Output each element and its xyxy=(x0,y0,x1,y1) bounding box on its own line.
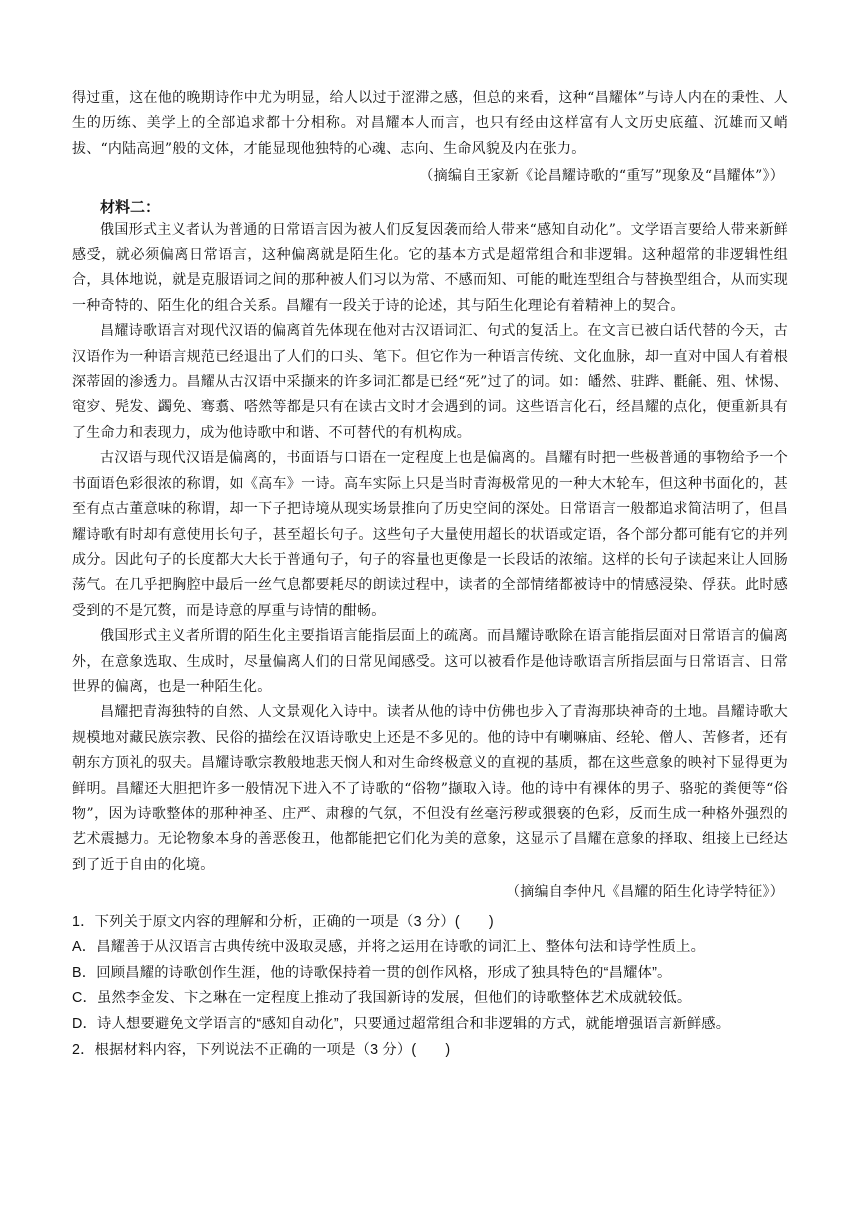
paragraph: 昌耀诗歌语言对现代汉语的偏离首先体现在他对古汉语词汇、句式的复活上。在文言已被白话代替的今天，古汉语作为一种语言规范已经退出了人们的口头、笔下。但它作为一种语言传统、文化血脉，却一直对中国人有着根深蒂固的渗透力。昌耀从古汉语中采撷来的许多词汇都是已经“死”过了的词。如：皤然、驻跸、氍毹、殂、怵惕、窀穸、髡发、蠲免、骞翥、嗒然等都是只有在读古文时才会遇到的词。这些语言化石，经昌耀的点化，便重新具有了生命力和表现力，成为他诗歌中和谐、不可替代的有机构成。 xyxy=(72,323,788,441)
answer-option: A．昌耀善于从汉语言古典传统中汲取灵感，并将之运用在诗歌的词汇上、整体句法和诗学性质上。 xyxy=(72,939,706,956)
paragraph: 俄国形式主义者认为普通的日常语言因为被人们反复因袭而给人带来“感知自动化”。文学语言要给人带来新鲜感受，就必须偏离日常语言，这种偏离就是陌生化。它的基本方式是超常组合和非逻辑。这种超常的非逻辑性组合，具体地说，就是克服语词之间的那种被人们习以为常、不感而知、可能的毗连型组合与替换型组合，从而实现一种奇特的、陌生化的组合关系。昌耀有一段关于诗的论述，其与陌生化理论有着精神上的契合。 xyxy=(72,221,788,314)
question-stem: 1．下列关于原文内容的理解和分析，正确的一项是（3 分）( ) xyxy=(72,913,494,930)
paragraph: 昌耀把青海独特的自然、人文景观化入诗中。读者从他的诗中仿佛也步入了青海那块神奇的土地。昌耀诗歌大规模地对藏民族宗教、民俗的描绘在汉语诗歌史上还是不多见的。他的诗中有喇嘛庙、经轮、僧人、苦修者，还有朝东方顶礼的驭夫。昌耀诗歌宗教般地悲天悯人和对生命终极意义的直视的基质，都在这些意象的映衬下显得更为鲜明。昌耀还大胆把许多一般情况下进入不了诗歌的“俗物”撷取入诗。他的诗中有裸体的男子、骆驼的粪便等“俗物”，因为诗歌整体的那种神圣、庄严、肃穆的气氛，不但没有丝毫污秽或猥亵的色彩，反而生成一种格外强烈的艺术震撼力。无论物象本身的善恶俊丑，他都能把它们化为美的意象，这显示了昌耀在意象的择取、组接上已经达到了近于自由的化境。 xyxy=(72,704,788,873)
paragraph: 古汉语与现代汉语是偏离的，书面语与口语在一定程度上也是偏离的。昌耀有时把一些极普通的事物给予一个书面语色彩很浓的称谓，如《高车》一诗。高车实际上只是当时青海极常见的一种大木轮车，但这种书面化的，甚至有点古董意味的称谓，却一下子把诗境从现实场景推向了历史空间的深处。日常语言一般都追求简洁明了，但昌耀诗歌有时却有意使用长句子，甚至超长句子。这些句子大量使用超长的状语或定语，各个部分都可能有它的并列成分。因此句子的长度都大大长于普通句子，句子的容量也更像是一长段话的浓缩。这样的长句子读起来让人回肠荡气。在几乎把胸腔中最后一丝气息都要耗尽的朗读过程中，读者的全部情绪都被诗中的情感浸染、俘获。此时感受到的不是冗赘，而是诗意的厚重与诗情的酣畅。 xyxy=(72,450,788,619)
paragraph: 得过重，这在他的晚期诗作中尤为明显，给人以过于涩滞之感，但总的来看，这种“昌耀体”与诗人内在的秉性、人生的历练、美学上的全部追求都十分相称。对昌耀本人而言，也只有经由这样富有人文历史底蕴、沉雄而又峭拔、“内陆高迥”般的文体，才能显现他独特的心魂、志向、生命风貌及内在张力。 xyxy=(72,90,788,157)
answer-option: D．诗人想要避免文学语言的“感知自动化”，只要通过超常组合和非逻辑的方式，就能增强语言新鲜感。 xyxy=(72,1015,731,1032)
answer-option: C．虽然李金发、卞之琳在一定程度上推动了我国新诗的发展，但他们的诗歌整体艺术成就较低。 xyxy=(72,990,692,1007)
paragraph: 俄国形式主义者所谓的陌生化主要指语言能指层面上的疏离。而昌耀诗歌除在语言能指层面对日常语言的偏离外，在意象选取、生成时，尽量偏离人们的日常见闻感受。这可以被看作是他诗歌语言所指层面与日常语言、日常世界的偏离，也是一种陌生化。 xyxy=(72,628,788,695)
section-heading: 材料二： xyxy=(100,197,161,216)
questions xyxy=(72,910,788,1064)
material-one-continuation xyxy=(72,86,788,190)
answer-option: B．回顾昌耀的诗歌创作生涯，他的诗歌保持着一贯的创作风格，形成了独具特色的“昌耀体”。 xyxy=(72,964,672,981)
material-two xyxy=(72,196,788,906)
question-stem: 2．根据材料内容，下列说法不正确的一项是（3 分）( ) xyxy=(72,1041,451,1058)
source-citation: （摘编自王家新《论昌耀诗歌的“重写”现象及“昌耀体”》） xyxy=(419,168,784,185)
source-citation: （摘编自李仲凡《昌耀的陌生化诗学特征》） xyxy=(506,884,784,901)
